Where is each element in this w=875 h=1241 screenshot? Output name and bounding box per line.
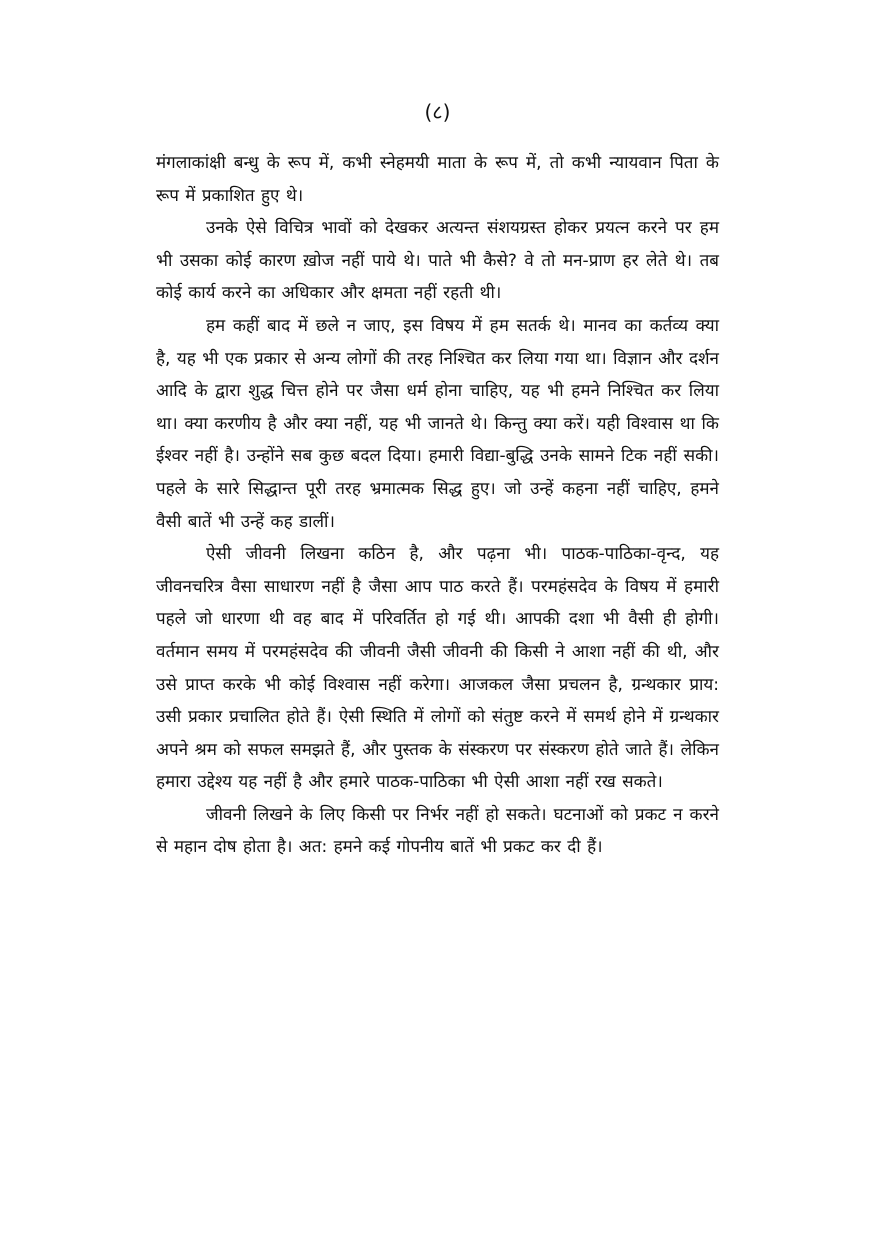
paragraph-5: जीवनी लिखने के लिए किसी पर निर्भर नहीं हो सकते। घटनाओं को प्रकट न करने से महान दोष होता है। अत: हमने कई गोपनीय बातें भी प्रकट कर दी हैं। [156, 804, 719, 858]
paragraph-2: उनके ऐसे विचित्र भावों को देखकर अत्यन्त संशयग्रस्त होकर प्रयत्न करने पर हम भी उसका कोई कारण ख़ोज नहीं पाये थे। पाते भी कैसे? वे तो मन-प्राण हर लेते थे। तब कोई कार्य करने का अधिकार और क्षमता नहीं रहती थी। [156, 218, 719, 304]
page-number: (८) [424, 100, 451, 124]
body-text [156, 147, 719, 864]
paragraph-1: मंगलाकांक्षी बन्धु के रूप में, कभी स्नेहमयी माता के रूप में, तो कभी न्यायवान पिता के रूप में प्रकाशित हुए थे। [156, 153, 719, 206]
paragraph-4: ऐसी जीवनी लिखना कठिन है, और पढ़ना भी। पाठक-पाठिका-वृन्द, यह जीवनचरित्र वैसा साधारण नहीं है जैसा आप पाठ करते हैं। परमहंसदेव के विषय में हमारी पहले जो धारणा थी वह बाद में परिवर्तित हो गई थी। आपकी दशा भी वैसी ही होगी। वर्तमान समय में परमहंसदेव की जीवनी जैसी जीवनी की किसी ने आशा नहीं की थी, और उसे प्राप्त करके भी कोई विश्वास नहीं करेगा। आजकल जैसा प्रचलन है, ग्रन्थकार प्राय: उसी प्रकार प्रचालित होते हैं। ऐसी स्थिति में लोगों को संतुष्ट करने में समर्थ होने में ग्रन्थकार अपने श्रम को सफल समझते हैं, और पुस्तक के संस्करण पर संस्करण होते जाते हैं। लेकिन हमारा उद्देश्य यह नहीं है और हमारे पाठक-पाठिका भी ऐसी आशा नहीं रख सकते। [156, 544, 719, 793]
paragraph-3: हम कहीं बाद में छले न जाए, इस विषय में हम सतर्क थे। मानव का कर्तव्य क्या है, यह भी एक प्रकार से अन्य लोगों की तरह निश्चित कर लिया गया था। विज्ञान और दर्शन आदि के द्वारा शुद्ध चित्त होने पर जैसा धर्म होना चाहिए, यह भी हमने निश्चित कर लिया था। क्या करणीय है और क्या नहीं, यह भी जानते थे। किन्तु क्या करें। यही विश्वास था कि ईश्वर नहीं है। उन्होंने सब कुछ बदल दिया। हमारी विद्या-बुद्धि उनके सामने टिक नहीं सकी। पहले के सारे सिद्धान्त पूरी तरह भ्रमात्मक सिद्ध हुए। जो उन्हें कहना नहीं चाहिए, हमने वैसी बातें भी उन्हें कह डालीं। [156, 315, 719, 532]
